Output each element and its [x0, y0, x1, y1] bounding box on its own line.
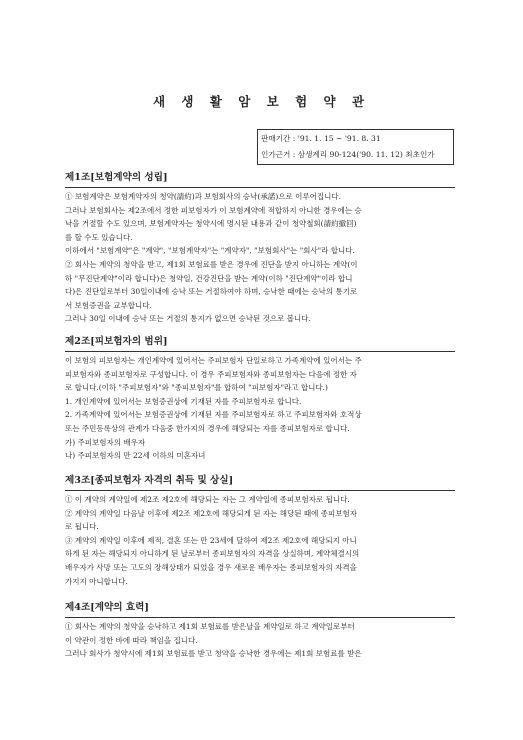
- article-2-line: 피보험자와 종피보험자로 구성합니다. 이 경우 주피보험자와 종피보험자는 다음에 정한 자: [65, 369, 357, 379]
- article-1-line: 그러나 보험회사는 제2조에서 정한 피보험자가 이 보험계약에 적합하지 아니한 경우에는 승: [65, 205, 362, 215]
- article-2-line: 가) 주피보험자의 배우자: [65, 437, 146, 447]
- approval-line: 인가근거 : 삼생계리 90-124('90. 11. 12) 최초인가: [261, 150, 435, 159]
- article-3-line: 배우자가 사망 또는 고도의 장해상태가 되었을 경우 새로운 배우자는 종피보험자의 자격을: [65, 562, 357, 572]
- article-3-line: 가지지 아니합니다.: [65, 576, 128, 586]
- article-3-title: 제3조[종피보험자 자격의 취득 및 상실]: [65, 473, 455, 491]
- article-2-title: 제2조[피보험자의 범위]: [65, 334, 455, 352]
- article-2-line: 2. 가족계약에 있어서는 보험증권상에 기재된 자를 주피보험자로 하고 주피보험자와 호적상: [65, 410, 362, 420]
- article-1-line: ② 회사는 계약의 청약을 받고, 제1회 보험료를 받은 경우에 진단을 받지 아니하는 계약(이: [65, 259, 358, 269]
- article-4-line: 그러나 회사가 청약시에 제1회 보험료를 받고 청약을 승낙한 경우에는 제1회 보험료를 받은: [65, 649, 362, 659]
- article-1-line: 그러나 30일 이내에 승낙 또는 거절의 통지가 없으면 승낙된 것으로 봅니다.: [65, 314, 311, 324]
- article-1-title: 제1조[보험계약의 성립]: [65, 170, 455, 188]
- article-1-line: 다)은 진단일로부터 30일이내에 승낙 또는 거절하여야 하며, 승낙한 때에는 승낙의 통기로: [65, 287, 358, 297]
- article-2-line: 1. 개인계약에 있어서는 보험증권상에 기재된 자를 주피보험자로 합니다.: [65, 396, 302, 406]
- document-title: 새 생 활 암 보 험 약 관: [152, 94, 371, 109]
- article-2-line: 이 보험의 피보험자는 개인계약에 있어서는 주피보험자 단일로하고 가족계약에 있어서는 주: [65, 356, 362, 365]
- article-2: [65, 334, 455, 463]
- article-3-line: 하게 된 자는 해당되지 아니하게 된 날로부터 종피보험자의 자격을 상실하며, 계약체결시의: [65, 549, 360, 559]
- article-3-line: ③ 계약의 계약일 이후에 제적, 결혼 또는 만 23세에 달하여 제2조 제2호에 해당되지 아니: [65, 535, 357, 545]
- article-3-line: ② 계약의 계약일 다음날 이후에 제2조 제2호에 해당되게 된 자는 해당된 때에 종피보험자: [65, 508, 357, 518]
- sale-period-line: 판매기간 : '91. 1. 15 ~ '91. 8. 31: [261, 134, 381, 143]
- article-1-line: 를 할 수도 있습니다.: [65, 232, 133, 242]
- article-3: [65, 473, 455, 588]
- article-2-line: 또는 주민등록상의 관계가 다음중 한가지의 경우에 해당되는 자를 종피보험자로 합니다.: [65, 423, 350, 433]
- article-2-line: 로 합니다.(이하 "주피보험자"와 "종피보험자"를 합하여 "피보험자"라고 합니다.): [65, 383, 328, 393]
- article-1-line: ① 보험계약은 보험계약자의 청약(請約)과 보험회사의 승낙(承諾)으로 이루어집니다.: [65, 192, 341, 201]
- article-4-title: 제4조[계약의 효력]: [65, 600, 455, 618]
- article-3-line: 로 됩니다.: [65, 522, 99, 532]
- article-2-line: 나) 주피보험자의 만 22세 이하의 미혼자녀: [65, 451, 206, 461]
- article-4-line: ① 회사는 계약의 청약을 승낙하고 제1회 보험료를 받은날을 계약일로 하고 계약일로부터: [65, 622, 355, 631]
- article-4-line: 이 약관이 정한 바에 따라 책임을 집니다.: [65, 635, 198, 645]
- article-1: [65, 170, 455, 326]
- article-1-line: 낙을 거절할 수도 있으며, 보험계약자는 청약시에 명시된 내용과 같이 청약철회(請約撤回): [65, 219, 357, 229]
- article-1-line: 서 보험증권을 교부합니다.: [65, 300, 152, 310]
- article-3-line: ① 이 계약의 계약일에 제2조 제2호에 해당되는 자는 그 계약일에 종피보험자로 됩니다.: [65, 495, 350, 504]
- sale-info-box: [257, 129, 454, 165]
- article-4: [65, 600, 455, 661]
- article-1-line: 이하에서 "보험계약"은 "계약", "보험계약자"는 "계약자", "보험회사"는 "회사"라 합니다.: [65, 246, 355, 256]
- article-1-line: 하 "무진단계약"이라 합니다)은 청약일, 건강진단을 받는 계약(이하 "진단계약"이라 합니: [65, 273, 353, 283]
